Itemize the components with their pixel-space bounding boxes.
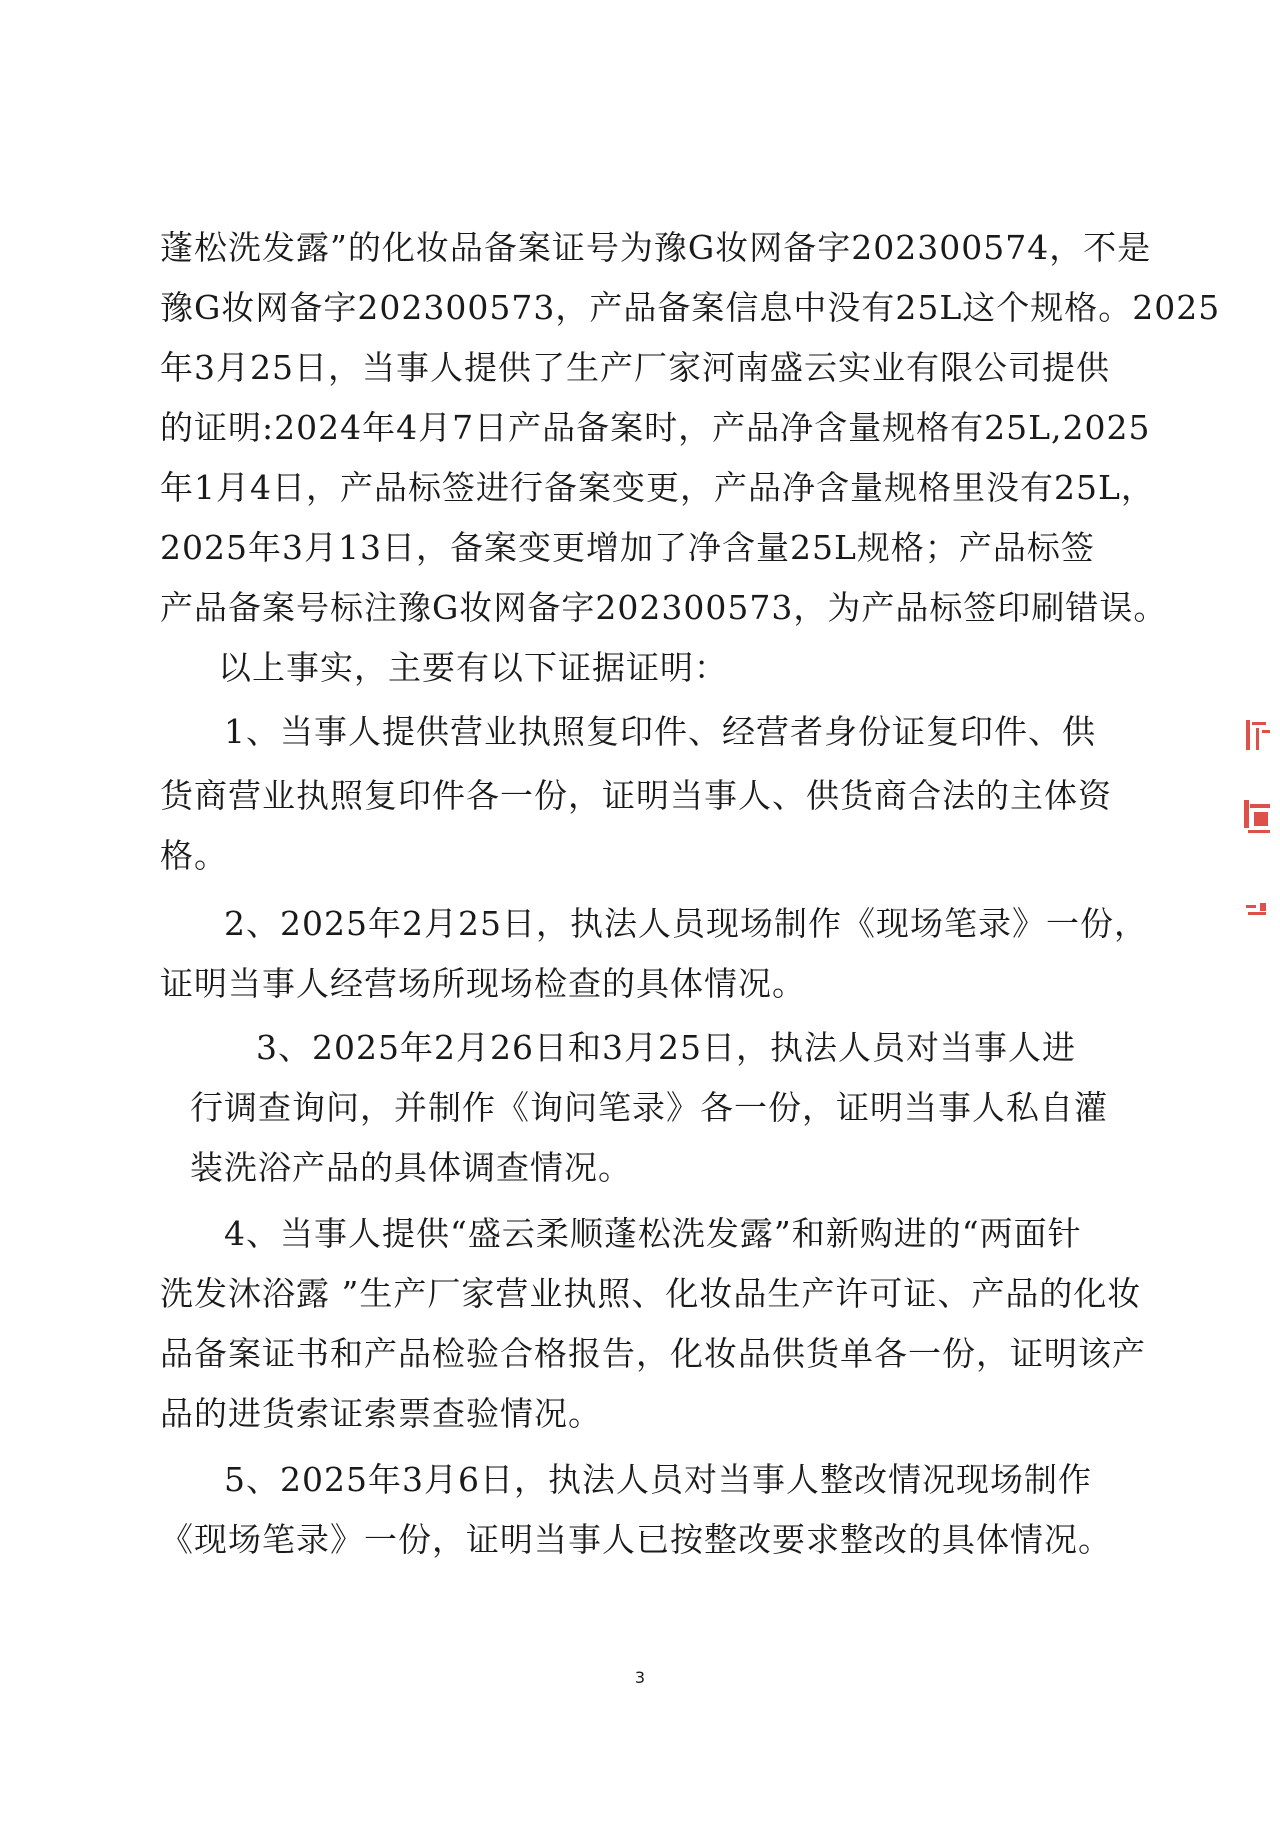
page-number: 3 <box>634 1668 646 1687</box>
text-line: 格。 <box>160 836 228 875</box>
text-line: 2、2025年2月25日，执法人员现场制作《现场笔录》一份， <box>224 904 1148 943</box>
text-line: 4、当事人提供“盛云柔顺蓬松洗发露”和新购进的“两面针 <box>224 1214 1082 1253</box>
text-line: 以上事实，主要有以下证据证明： <box>218 648 728 687</box>
text-line: 洗发沐浴露 ”生产厂家营业执照、化妆品生产许可证、产品的化妆 <box>160 1274 1142 1313</box>
text-line: 豫G妆网备字202300573，产品备案信息中没有25L这个规格。2025 <box>160 288 1221 327</box>
text-line: 装洗浴产品的具体调查情况。 <box>190 1148 632 1187</box>
text-line: 3、2025年2月26日和3月25日，执法人员对当事人进 <box>256 1028 1076 1067</box>
text-line: 2025年3月13日，备案变更增加了净含量25L规格；产品标签 <box>160 528 1095 567</box>
text-line: 蓬松洗发露”的化妆品备案证号为豫G妆网备字202300574，不是 <box>160 228 1152 267</box>
seal-stamp-graphic <box>1238 700 1274 960</box>
text-line: 行调查询问，并制作《询问笔录》各一份，证明当事人私自灌 <box>190 1088 1108 1127</box>
text-line: 产品备案号标注豫G妆网备字202300573，为产品标签印刷错误。 <box>160 588 1168 627</box>
text-line: 品的进货索证索票查验情况。 <box>160 1394 602 1433</box>
seal-stamp-partial <box>1238 700 1274 960</box>
text-line: 证明当事人经营场所现场检查的具体情况。 <box>160 964 806 1003</box>
text-line: 1、当事人提供营业执照复印件、经营者身份证复印件、供 <box>224 712 1096 751</box>
text-line: 的证明:2024年4月7日产品备案时，产品净含量规格有25L,2025 <box>160 408 1151 447</box>
text-line: 5、2025年3月6日，执法人员对当事人整改情况现场制作 <box>224 1460 1092 1499</box>
text-line: 品备案证书和产品检验合格报告，化妆品供货单各一份，证明该产 <box>160 1334 1146 1373</box>
text-line: 货商营业执照复印件各一份，证明当事人、供货商合法的主体资 <box>160 776 1112 815</box>
text-line: 年3月25日，当事人提供了生产厂家河南盛云实业有限公司提供 <box>160 348 1110 387</box>
text-line: 《现场笔录》一份，证明当事人已按整改要求整改的具体情况。 <box>160 1520 1112 1559</box>
text-line: 年1月4日，产品标签进行备案变更，产品净含量规格里没有25L， <box>160 468 1155 507</box>
